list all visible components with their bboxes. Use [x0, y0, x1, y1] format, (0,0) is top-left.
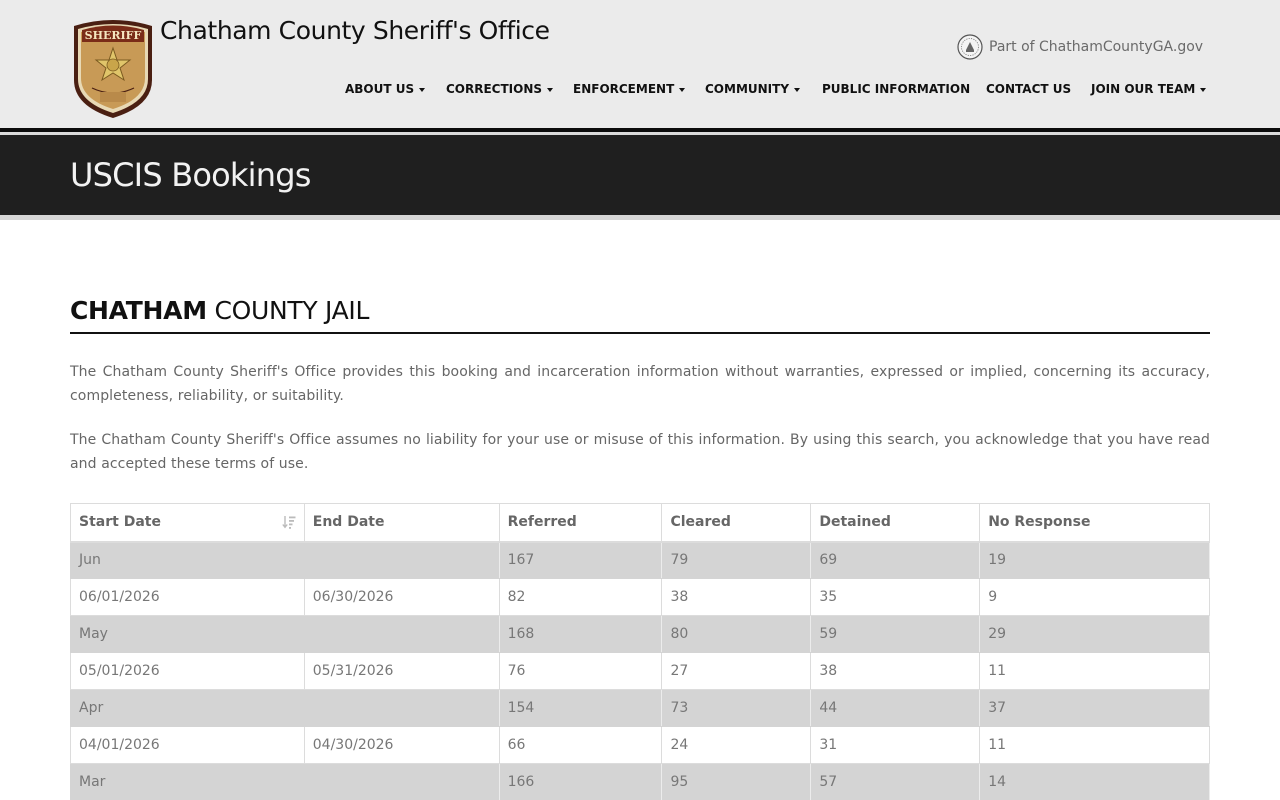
chevron-down-icon	[1200, 88, 1206, 92]
main-nav	[0, 82, 1280, 100]
sheriff-badge-icon[interactable]	[70, 18, 156, 119]
cell-referred: 167	[499, 542, 662, 579]
section-heading-bold: CHATHAM	[70, 296, 207, 325]
nav-corrections-label: CORRECTIONS	[446, 82, 543, 96]
cell-referred: 168	[499, 616, 662, 653]
county-link-text: Part of ChathamCountyGA.gov	[989, 39, 1204, 55]
cell-start-date: 06/01/2026	[71, 579, 305, 616]
county-link[interactable]	[957, 34, 1203, 60]
nav-public-information[interactable]	[822, 82, 970, 96]
cell-cleared: 95	[662, 764, 811, 800]
cell-cleared: 38	[662, 579, 811, 616]
column-header-label: No Response	[988, 514, 1091, 531]
table-row-month	[71, 690, 1210, 727]
cell-end-date: 04/30/2026	[304, 727, 499, 764]
table-row-month	[71, 764, 1210, 800]
table-row	[71, 727, 1210, 764]
cell-cleared: 27	[662, 653, 811, 690]
section-heading	[70, 296, 1210, 334]
nav-contact-us-label: CONTACT US	[986, 82, 1072, 96]
page-title: USCIS Bookings	[70, 156, 311, 194]
bookings-table	[70, 503, 1210, 800]
column-header-label: Referred	[507, 514, 577, 531]
cell-no-response: 11	[980, 727, 1210, 764]
nav-about-us[interactable]	[345, 82, 425, 96]
section-heading-rest: COUNTY JAIL	[214, 296, 370, 325]
cell-referred: 154	[499, 690, 662, 727]
chevron-down-icon	[679, 88, 685, 92]
cell-end-date	[304, 616, 499, 653]
cell-referred: 66	[499, 727, 662, 764]
nav-public-information-label: PUBLIC INFORMATION	[822, 82, 971, 96]
column-header-label: Detained	[819, 514, 891, 531]
column-header-label: Start Date	[79, 514, 161, 531]
nav-about-us-label: ABOUT US	[345, 82, 415, 96]
cell-detained: 31	[811, 727, 980, 764]
nav-join-our-team[interactable]	[1091, 82, 1206, 96]
cell-start-date: Mar	[71, 764, 305, 800]
cell-cleared: 80	[662, 616, 811, 653]
chevron-down-icon	[794, 88, 800, 92]
cell-detained: 38	[811, 653, 980, 690]
cell-detained: 44	[811, 690, 980, 727]
chevron-down-icon	[547, 88, 553, 92]
nav-contact-us[interactable]	[986, 82, 1071, 96]
cell-end-date	[304, 764, 499, 800]
page-title-band	[0, 135, 1280, 215]
cell-referred: 82	[499, 579, 662, 616]
table-row-month	[71, 616, 1210, 653]
cell-no-response: 9	[980, 579, 1210, 616]
cell-no-response: 19	[980, 542, 1210, 579]
nav-enforcement[interactable]	[573, 82, 685, 96]
cell-no-response: 11	[980, 653, 1210, 690]
table-header-row	[71, 504, 1210, 542]
column-header-label: Cleared	[670, 514, 731, 531]
logo-lettering: SHERIFF	[84, 29, 142, 42]
cell-referred: 166	[499, 764, 662, 800]
cell-start-date: 05/01/2026	[71, 653, 305, 690]
cell-detained: 69	[811, 542, 980, 579]
cell-no-response: 29	[980, 616, 1210, 653]
column-header-label: End Date	[312, 514, 385, 531]
cell-end-date	[304, 542, 499, 579]
nav-enforcement-label: ENFORCEMENT	[573, 82, 675, 96]
column-header-detained[interactable]	[811, 504, 980, 542]
cell-end-date	[304, 690, 499, 727]
cell-detained: 59	[811, 616, 980, 653]
chevron-down-icon	[419, 88, 425, 92]
disclaimer-paragraph-2: The Chatham County Sheriff's Office assumes no liability for your use or misuse of this information. By using this search, you acknowledge that you have read and accepted these terms of use.	[70, 432, 1210, 472]
cell-detained: 35	[811, 579, 980, 616]
cell-no-response: 14	[980, 764, 1210, 800]
table-row	[71, 653, 1210, 690]
sort-descending-icon[interactable]	[282, 515, 296, 529]
cell-start-date: May	[71, 616, 305, 653]
disclaimer-paragraph-1: The Chatham County Sheriff's Office provides this booking and incarceration information without warranties, expressed or implied, concerning its accuracy, completeness, reliability, or suitability.	[70, 364, 1210, 404]
cell-cleared: 79	[662, 542, 811, 579]
column-header-cleared[interactable]	[662, 504, 811, 542]
table-row-month	[71, 542, 1210, 579]
cell-cleared: 24	[662, 727, 811, 764]
cell-referred: 76	[499, 653, 662, 690]
cell-end-date: 06/30/2026	[304, 579, 499, 616]
cell-end-date: 05/31/2026	[304, 653, 499, 690]
site-title[interactable]: Chatham County Sheriff's Office	[160, 16, 550, 45]
column-header-referred[interactable]	[499, 504, 662, 542]
column-header-start-date[interactable]	[71, 504, 305, 542]
column-header-no-response[interactable]	[980, 504, 1210, 542]
cell-detained: 57	[811, 764, 980, 800]
title-band-divider	[0, 215, 1280, 220]
cell-cleared: 73	[662, 690, 811, 727]
column-header-end-date[interactable]	[304, 504, 499, 542]
nav-community-label: COMMUNITY	[705, 82, 790, 96]
nav-corrections[interactable]	[446, 82, 553, 96]
cell-start-date: Apr	[71, 690, 305, 727]
cell-start-date: Jun	[71, 542, 305, 579]
site-header	[0, 0, 1280, 128]
nav-join-our-team-label: JOIN OUR TEAM	[1091, 82, 1196, 96]
county-seal-icon	[957, 34, 983, 60]
table-row	[71, 579, 1210, 616]
cell-start-date: 04/01/2026	[71, 727, 305, 764]
section-heading-text	[70, 296, 1210, 325]
cell-no-response: 37	[980, 690, 1210, 727]
nav-community[interactable]	[705, 82, 800, 96]
